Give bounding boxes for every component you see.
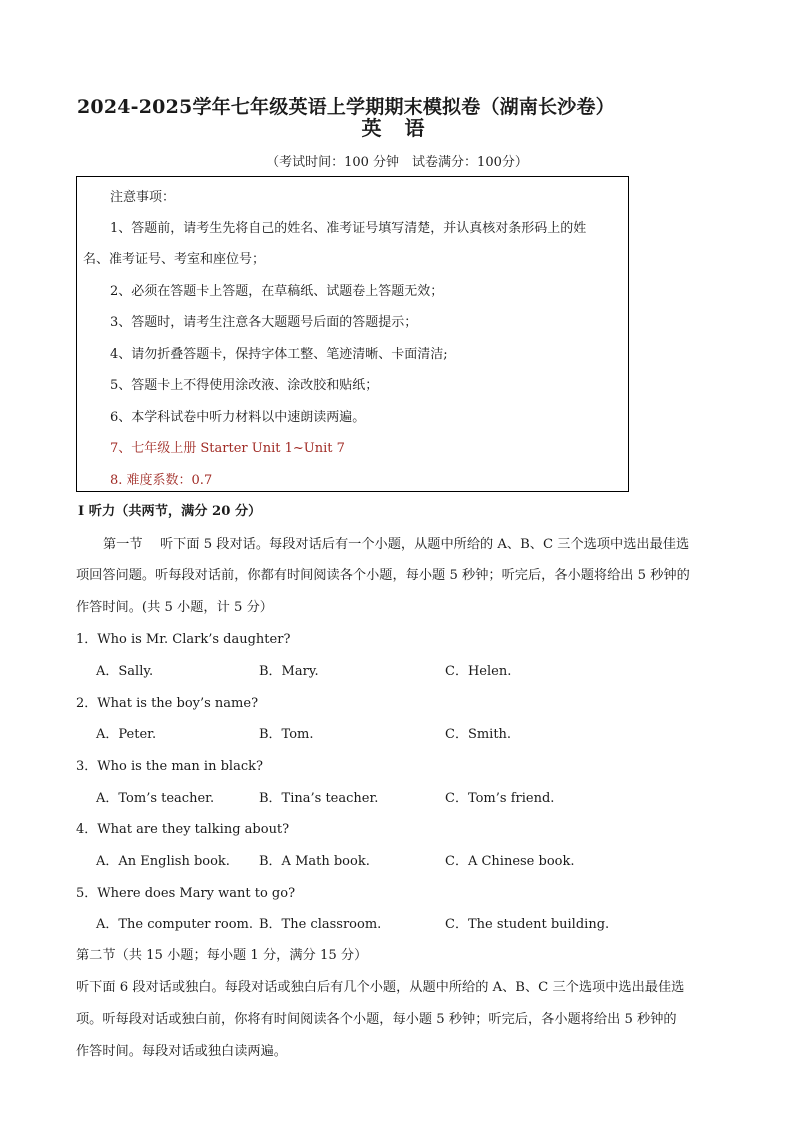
- notice-item-5: 5、答题卡上不得使用涂改液、涂改胶和贴纸；: [110, 378, 379, 393]
- notice-box: [76, 176, 629, 492]
- question-2: 2．What is the boy’s name?: [76, 696, 259, 711]
- q5-option-c: C．The student building.: [445, 917, 610, 932]
- question-1: 1．Who is Mr. Clark’s daughter?: [76, 632, 291, 647]
- q3-option-a: A．Tom’s teacher.: [96, 791, 215, 806]
- notice-item-1-cont: 名、准考证号、考室和座位号；: [83, 252, 266, 267]
- q4-option-a: A．An English book.: [96, 854, 230, 869]
- notice-item-1: 1、答题前，请考生先将自己的姓名、准考证号填写清楚，并认真核对条形码上的姓: [110, 221, 587, 236]
- part1-intro-line1: 第一节 听下面 5 段对话。每段对话后有一个小题，从题中所给的 A、B、C 三个选项中选出最佳选: [103, 537, 690, 552]
- part2-intro-line3: 作答时间。每段对话或独白读两遍。: [76, 1044, 287, 1059]
- notice-item-2: 2、必须在答题卡上答题，在草稿纸、试题卷上答题无效；: [110, 284, 444, 299]
- q3-option-b: B．Tina’s teacher.: [259, 791, 379, 806]
- q2-option-a: A．Peter.: [96, 727, 157, 742]
- notice-item-6: 6、本学科试卷中听力材料以中速朗读两遍。: [110, 410, 366, 425]
- part2-intro-line2: 项。听每段对话或独白前，你将有时间阅读各个小题，每小题 5 秒钟；听完后，各小题将给出 5 秒钟的: [76, 1012, 677, 1027]
- q5-option-b: B．The classroom.: [259, 917, 382, 932]
- q2-option-c: C．Smith.: [445, 727, 512, 742]
- q3-option-c: C．Tom’s friend.: [445, 791, 555, 806]
- paper-title: 2024-2025学年七年级英语上学期期末模拟卷（湖南长沙卷）: [77, 96, 615, 118]
- section1-title: Ⅰ 听力（共两节，满分 20 分）: [78, 504, 262, 519]
- part2-intro-line1: 听下面 6 段对话或独白。每段对话或独白后有几个小题，从题中所给的 A、B、C 三个选项中选出最佳选: [76, 980, 685, 995]
- notice-heading: 注意事项：: [110, 190, 176, 205]
- notice-item-3: 3、答题时，请考生注意各大题题号后面的答题提示；: [110, 315, 418, 330]
- part2-title: 第二节（共 15 小题；每小题 1 分，满分 15 分）: [76, 948, 368, 963]
- subject-heading: 英 语: [361, 116, 433, 140]
- part1-intro-line3: 作答时间。(共 5 小题，计 5 分）: [76, 600, 273, 615]
- notice-item-4: 4、请勿折叠答题卡，保持字体工整、笔迹清晰、卡面清洁;: [110, 347, 448, 362]
- q1-option-a: A．Sally.: [96, 664, 154, 679]
- notice-item-8: 8. 难度系数：0.7: [110, 473, 213, 488]
- q5-option-a: A．The computer room.: [96, 917, 253, 932]
- question-3: 3．Who is the man in black?: [76, 759, 263, 774]
- question-5: 5．Where does Mary want to go?: [76, 886, 296, 901]
- q2-option-b: B．Tom.: [259, 727, 314, 742]
- q4-option-c: C．A Chinese book.: [445, 854, 575, 869]
- q4-option-b: B．A Math book.: [259, 854, 370, 869]
- notice-item-7: 7、七年级上册 Starter Unit 1~Unit 7: [110, 441, 345, 456]
- q1-option-b: B．Mary.: [259, 664, 319, 679]
- part1-intro-line2: 项回答问题。听每段对话前，你都有时间阅读各个小题，每小题 5 秒钟；听完后，各小题将给出 5 秒钟的: [76, 568, 690, 583]
- question-4: 4．What are they talking about?: [76, 822, 290, 837]
- q1-option-c: C．Helen.: [445, 664, 512, 679]
- exam-info: （考试时间：100 分钟 试卷满分：100分）: [266, 155, 528, 170]
